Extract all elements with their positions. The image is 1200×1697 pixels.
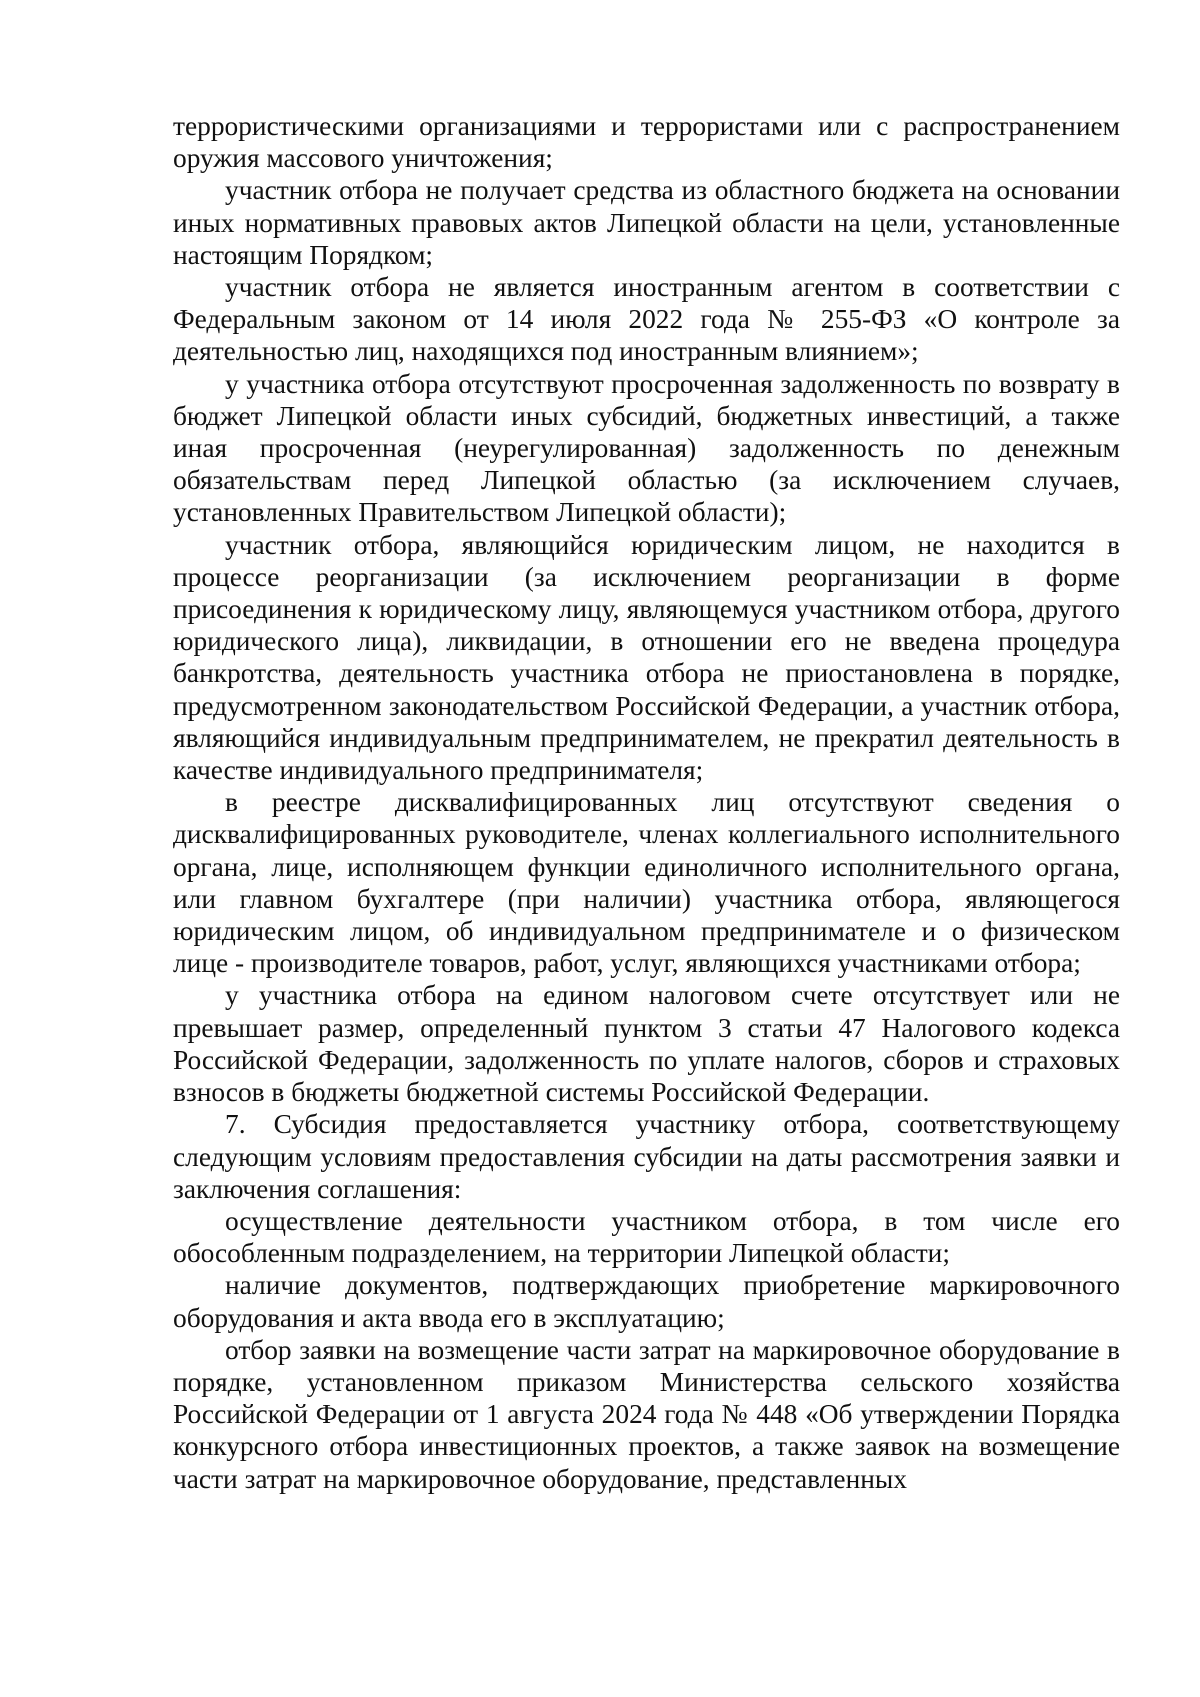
paragraph-regional-budget: участник отбора не получает средства из областного бюджета на основании иных нормативных правовых актов Липецкой области на цели, установленные настоящим Порядком; [173, 175, 1120, 270]
paragraph-foreign-agent: участник отбора не является иностранным агентом в соответствии с Федеральным законом от 14 июля 2022 года № 255-ФЗ «О контроле за деятельностью лиц, находящихся под иностранным влиянием»; [173, 272, 1120, 367]
paragraph-disqualified-registry: в реестре дисквалифицированных лиц отсутствуют сведения о дисквалифицированных руководителе, членах коллегиального исполнительного органа, лице, исполняющем функции единоличного исполнительного органа, или главном бухгалтере (при наличии) участника отбора, являющегося юридическим лицом, об индивидуальном предпринимателе и о физическом лице - производителе товаров, работ, услуг, являющихся участниками отбора; [173, 787, 1120, 979]
paragraph-tax-account: у участника отбора на едином налоговом счете отсутствует или не превышает размер, определенный пунктом 3 статьи 47 Налогового кодекса Российской Федерации, задолженность по уплате налогов, сборов и страховых взносов в бюджеты бюджетной системы Российской Федерации. [173, 980, 1120, 1108]
document-page [173, 110, 1120, 1495]
paragraph-overdue-debt: у участника отбора отсутствуют просроченная задолженность по возврату в бюджет Липецкой области иных субсидий, бюджетных инвестиций, а также иная просроченная (неурегулированная) задолженность по денежным обязательствам перед Липецкой областью (за исключением случаев, установленных Правительством Липецкой области); [173, 368, 1120, 528]
paragraph-documents: наличие документов, подтверждающих приобретение маркировочного оборудования и акта ввода его в эксплуатацию; [173, 1270, 1120, 1333]
paragraph-selection: отбор заявки на возмещение части затрат на маркировочное оборудование в порядке, установленном приказом Министерства сельского хозяйства Российской Федерации от 1 августа 2024 года № 448 «Об утверждении Порядка конкурсного отбора инвестиционных проектов, а также заявок на возмещение части затрат на маркировочное оборудование, представленных [173, 1334, 1120, 1494]
paragraph-item-7: 7. Субсидия предоставляется участнику отбора, соответствующему следующим условиям предоставления субсидии на даты рассмотрения заявки и заключения соглашения: [173, 1109, 1120, 1204]
paragraph-territory: осуществление деятельности участником отбора, в том числе его обособленным подразделением, на территории Липецкой области; [173, 1205, 1120, 1269]
paragraph-continuation: террористическими организациями и террористами или с распространением оружия массового уничтожения; [173, 111, 1120, 174]
paragraph-reorganization: участник отбора, являющийся юридическим лицом, не находится в процессе реорганизации (за исключением реорганизации в форме присоединения к юридическому лицу, являющемуся участником отбора, другого юридического лица), ликвидации, в отношении его не введена процедура банкротства, деятельность участника отбора не приостановлена в порядке, предусмотренном законодательством Российской Федерации, а участник отбора, являющийся индивидуальным предпринимателем, не прекратил деятельность в качестве индивидуального предпринимателя; [173, 529, 1120, 786]
